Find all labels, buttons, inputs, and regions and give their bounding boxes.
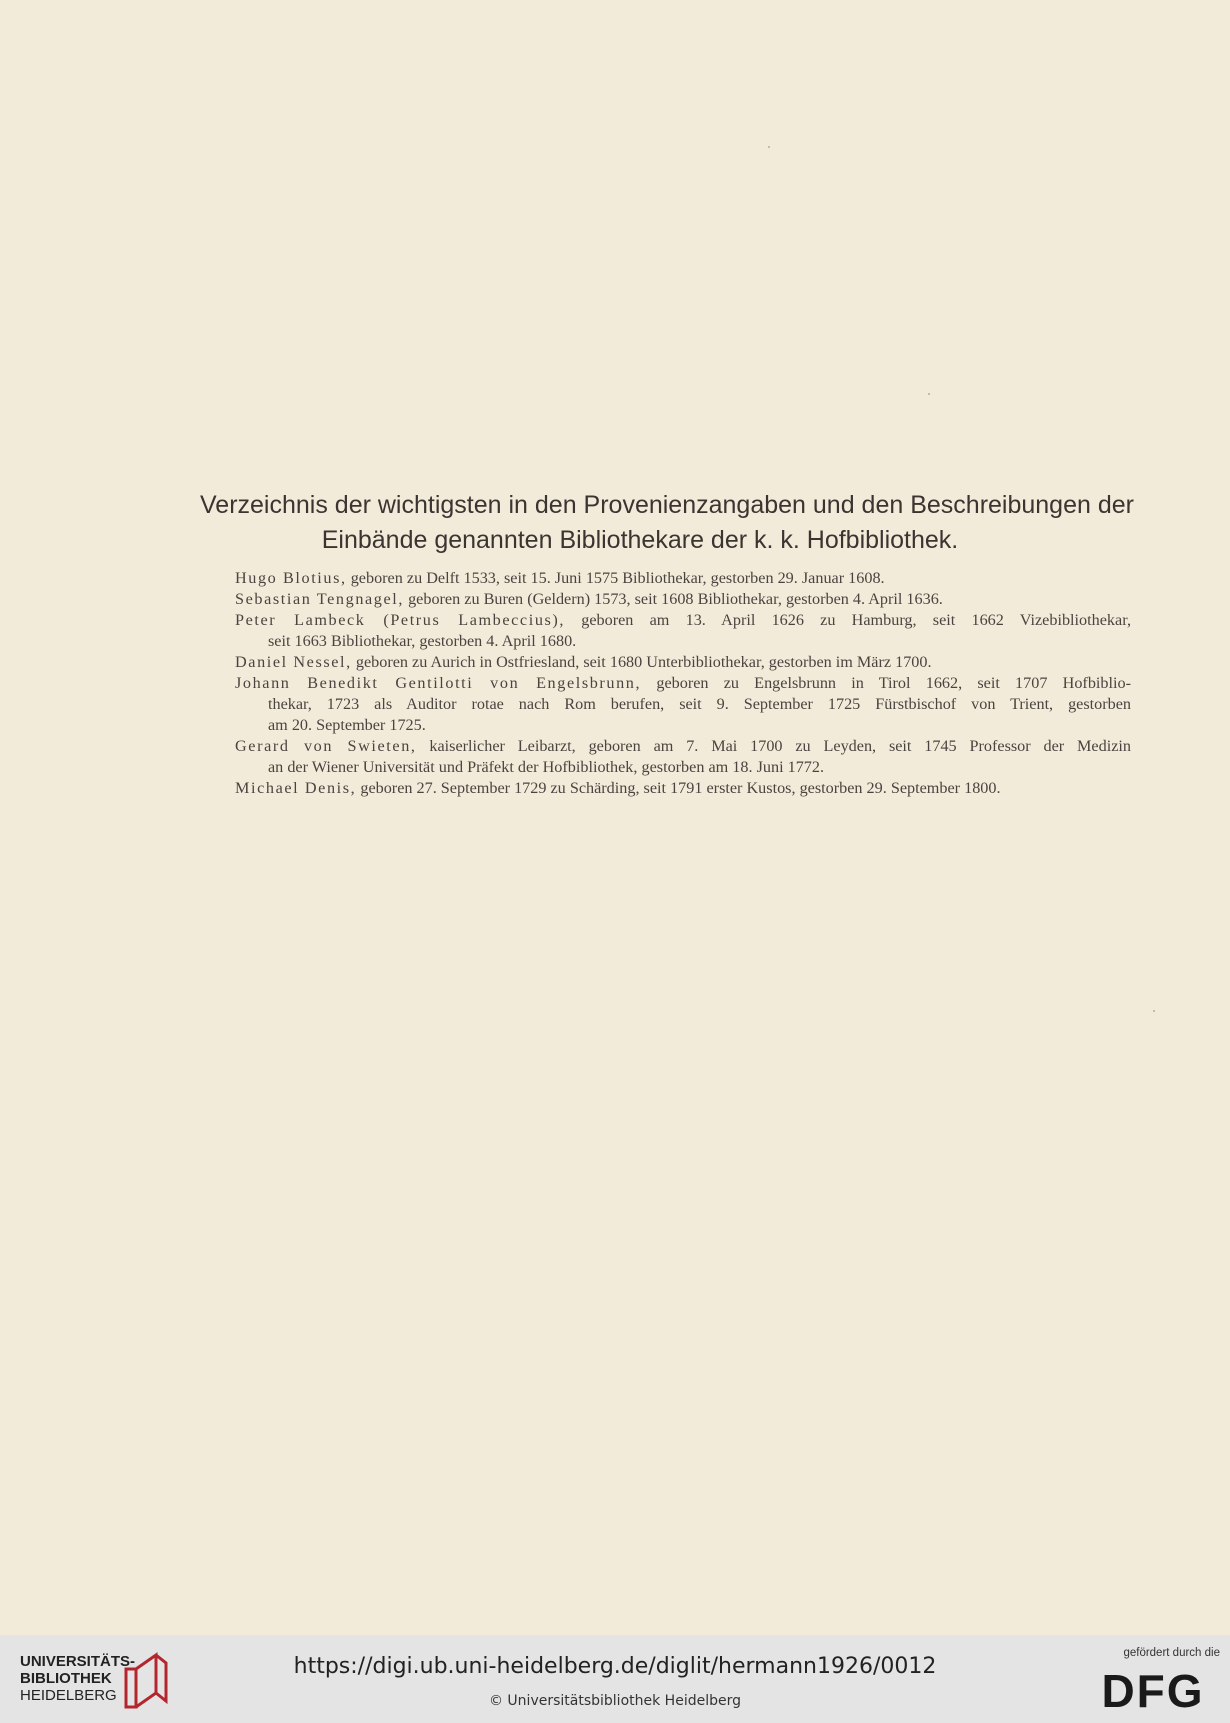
librarian-entry (235, 589, 1131, 610)
entry-line (235, 736, 1131, 757)
heading-line-1: Verzeichnis der wichtigsten in den Provenienzangaben und den Beschreibungen der (200, 491, 1134, 519)
librarian-list (235, 568, 1131, 799)
permalink-url[interactable]: https://digi.ub.uni-heidelberg.de/diglit/hermann1926/0012 (293, 1654, 937, 1679)
librarian-name: Hugo Blotius, (235, 569, 347, 587)
entry-line (235, 589, 1131, 610)
page-heading (200, 488, 1134, 558)
heading-line-2: Einbände genannten Bibliothekare der k. k. Hofbibliothek. (321, 526, 959, 554)
entry-continuation: an der Wiener Universität und Präfekt der Hofbibliothek, gestorben am 18. Juni 1772. (268, 758, 825, 776)
entry-line (235, 610, 1131, 631)
dfg-logo-icon[interactable] (1095, 1665, 1212, 1713)
entry-text: geboren zu Buren (Geldern) 1573, seit 1608 Bibliothekar, gestorben 4. April 1636. (404, 590, 943, 608)
librarian-entry (235, 652, 1131, 673)
ub-logo-text[interactable] (20, 1653, 135, 1704)
librarian-entry (235, 736, 1131, 778)
librarian-entry (235, 610, 1131, 652)
entry-line (235, 673, 1131, 694)
librarian-name: Gerard von Swieten, (235, 737, 417, 755)
logo-line-3: HEIDELBERG (20, 1687, 117, 1704)
copyright-notice: © Universitätsbibliothek Heidelberg (488, 1693, 741, 1709)
ub-logo-icon[interactable] (122, 1649, 170, 1711)
entry-text: geboren zu Delft 1533, seit 15. Juni 1575 Bibliothekar, gestorben 29. Januar 1608. (346, 569, 885, 587)
entry-text: kaiserlicher Leibarzt, geboren am 7. Mai 1700 zu Leyden, seit 1745 Professor der Medizin (416, 737, 1131, 755)
logo-line-2: BIBLIOTHEK (20, 1670, 112, 1687)
entry-line (235, 652, 1131, 673)
entry-line (235, 568, 1131, 589)
librarian-entry (235, 778, 1131, 799)
paper-speck (1153, 1010, 1155, 1012)
paper-speck (768, 146, 770, 148)
entry-continuation: thekar, 1723 als Auditor rotae nach Rom berufen, seit 9. September 1725 Fürstbischof von Trient, gestorben (268, 695, 1131, 713)
svg-text:DFG: DFG (1101, 1665, 1205, 1713)
librarian-name: Peter Lambeck (Petrus Lambeccius), (235, 611, 566, 629)
entry-line (235, 778, 1131, 799)
entry-text: geboren am 13. April 1626 zu Hamburg, seit 1662 Vizebibliothekar, (565, 611, 1131, 629)
librarian-entry (235, 568, 1131, 589)
librarian-entry (235, 673, 1131, 736)
entry-continuation: am 20. September 1725. (268, 716, 426, 734)
librarian-name: Johann Benedikt Gentilotti von Engelsbrunn, (235, 674, 642, 692)
entry-text: geboren zu Aurich in Ostfriesland, seit 1680 Unterbibliothekar, gestorben im März 1700. (351, 653, 932, 671)
logo-line-1: UNIVERSITÄTS- (20, 1653, 136, 1670)
librarian-name: Michael Denis, (235, 779, 357, 797)
entry-text: geboren 27. September 1729 zu Schärding, seit 1791 erster Kustos, gestorben 29. September 1800. (356, 779, 1001, 797)
entry-text: geboren zu Engelsbrunn in Tirol 1662, seit 1707 Hofbiblio- (641, 674, 1131, 692)
paper-speck (928, 393, 930, 395)
entry-continuation: seit 1663 Bibliothekar, gestorben 4. April 1680. (268, 632, 577, 650)
dfg-caption: gefördert durch die (1123, 1647, 1220, 1659)
footer-bar (0, 1635, 1230, 1723)
librarian-name: Daniel Nessel, (235, 653, 352, 671)
librarian-name: Sebastian Tengnagel, (235, 590, 405, 608)
